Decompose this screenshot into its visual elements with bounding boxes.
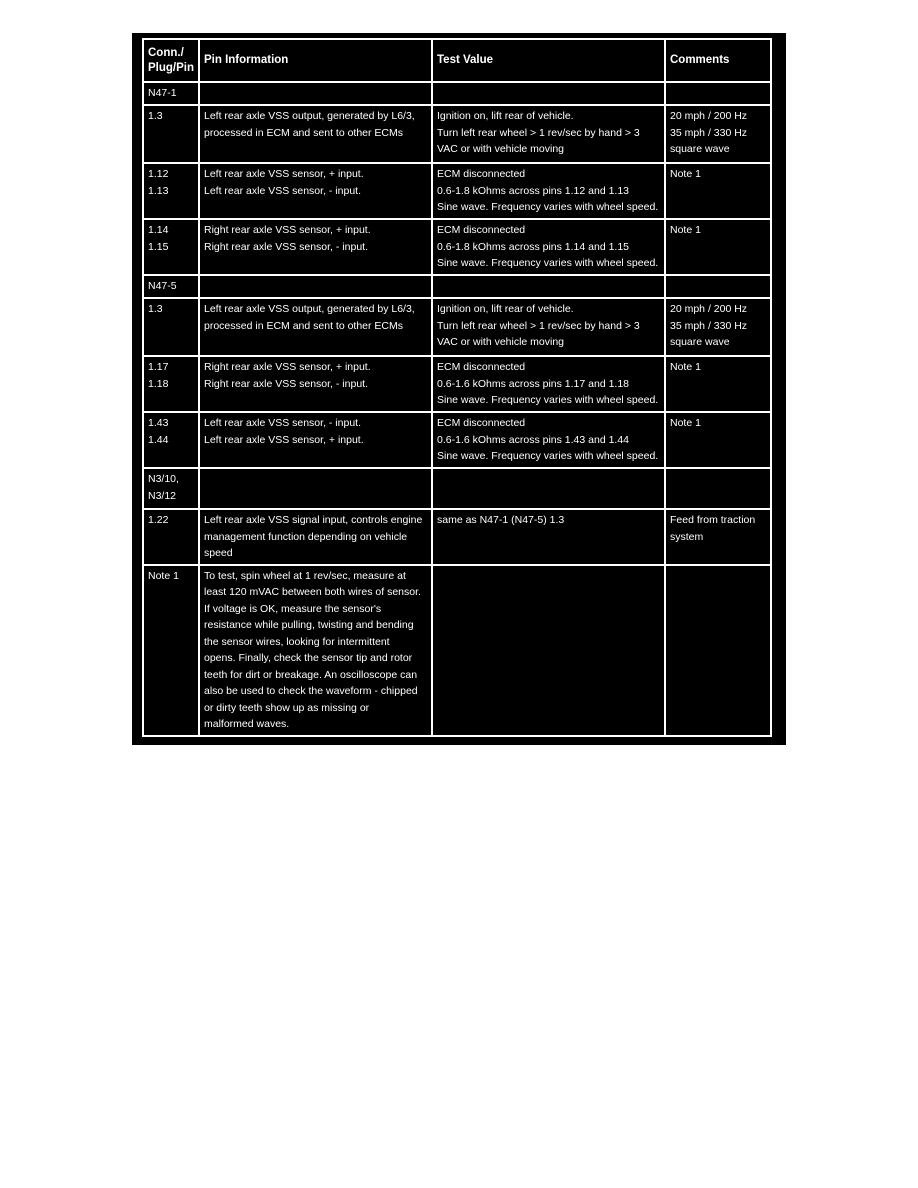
test-value-cell: same as N47-1 (N47-5) 1.3 xyxy=(432,509,665,565)
note-row xyxy=(143,565,771,736)
header-test-value: Test Value xyxy=(432,39,665,82)
header-comments: Comments xyxy=(665,39,771,82)
test-value-cell xyxy=(432,82,665,105)
comment-cell: 20 mph / 200 Hz 35 mph / 330 Hz square wave xyxy=(665,105,771,163)
comment-cell xyxy=(665,275,771,298)
connector-label: N3/10, N3/12 xyxy=(143,468,199,509)
test-value-cell: ECM disconnected 0.6-1.8 kOhms across pins 1.14 and 1.15 Sine wave. Frequency varies with wheel speed. xyxy=(432,219,665,275)
test-value-cell xyxy=(432,565,665,736)
group-row xyxy=(143,468,771,509)
pin-cell: 1.3 xyxy=(143,105,199,163)
pin-cell: 1.3 xyxy=(143,298,199,356)
group-row xyxy=(143,275,771,298)
table-row xyxy=(143,509,771,565)
comment-cell: Note 1 xyxy=(665,219,771,275)
pin-cell: 1.14 1.15 xyxy=(143,219,199,275)
pin-info-cell xyxy=(199,82,432,105)
test-value-cell: ECM disconnected 0.6-1.8 kOhms across pins 1.12 and 1.13 Sine wave. Frequency varies with wheel speed. xyxy=(432,163,665,219)
comment-cell xyxy=(665,565,771,736)
table-row xyxy=(143,163,771,219)
pin-info-cell: Left rear axle VSS signal input, controls engine management function depending on vehicle speed xyxy=(199,509,432,565)
connector-label: N47-1 xyxy=(143,82,199,105)
comment-cell: Note 1 xyxy=(665,412,771,468)
test-value-cell: ECM disconnected 0.6-1.6 kOhms across pins 1.43 and 1.44 Sine wave. Frequency varies with wheel speed. xyxy=(432,412,665,468)
note-text: To test, spin wheel at 1 rev/sec, measure at least 120 mVAC between both wires of sensor. If voltage is OK, measure the sensor's resistance while pulling, twisting and bending the sensor wires, looking for intermittent opens. Finally, check the sensor tip and rotor teeth for dirt or breakage. An oscilloscope can also be used to check the waveform - chipped or dirty teeth show up as missing or malformed waves. xyxy=(199,565,432,736)
test-value-cell xyxy=(432,468,665,509)
test-value-cell xyxy=(432,275,665,298)
pin-info-cell xyxy=(199,275,432,298)
pin-info-cell xyxy=(199,468,432,509)
header-pin-information: Pin Information xyxy=(199,39,432,82)
test-value-cell: Ignition on, lift rear of vehicle. Turn left rear wheel > 1 rev/sec by hand > 3 VAC or with vehicle moving xyxy=(432,298,665,356)
table-row xyxy=(143,105,771,163)
pin-info-cell: Left rear axle VSS sensor, + input. Left rear axle VSS sensor, - input. xyxy=(199,163,432,219)
pin-info-cell: Left rear axle VSS output, generated by L6/3, processed in ECM and sent to other ECMs xyxy=(199,105,432,163)
test-value-cell: Ignition on, lift rear of vehicle. Turn left rear wheel > 1 rev/sec by hand > 3 VAC or with vehicle moving xyxy=(432,105,665,163)
comment-cell: 20 mph / 200 Hz 35 mph / 330 Hz square wave xyxy=(665,298,771,356)
pin-spec-table xyxy=(142,38,772,737)
table-row xyxy=(143,298,771,356)
comment-cell: Feed from traction system xyxy=(665,509,771,565)
table-row xyxy=(143,219,771,275)
note-label: Note 1 xyxy=(143,565,199,736)
table-header-row xyxy=(143,39,771,82)
pin-info-cell: Left rear axle VSS sensor, - input. Left rear axle VSS sensor, + input. xyxy=(199,412,432,468)
pin-cell: 1.12 1.13 xyxy=(143,163,199,219)
pin-cell: 1.17 1.18 xyxy=(143,356,199,412)
pin-info-cell: Right rear axle VSS sensor, + input. Right rear axle VSS sensor, - input. xyxy=(199,356,432,412)
connector-label: N47-5 xyxy=(143,275,199,298)
pin-info-cell: Left rear axle VSS output, generated by L6/3, processed in ECM and sent to other ECMs xyxy=(199,298,432,356)
pin-cell: 1.43 1.44 xyxy=(143,412,199,468)
table-row xyxy=(143,412,771,468)
comment-cell: Note 1 xyxy=(665,356,771,412)
table-row xyxy=(143,356,771,412)
header-conn-plug-pin: Conn./ Plug/Pin xyxy=(143,39,199,82)
comment-cell xyxy=(665,82,771,105)
scanned-table-panel xyxy=(132,33,786,745)
comment-cell: Note 1 xyxy=(665,163,771,219)
pin-cell: 1.22 xyxy=(143,509,199,565)
group-row xyxy=(143,82,771,105)
test-value-cell: ECM disconnected 0.6-1.6 kOhms across pins 1.17 and 1.18 Sine wave. Frequency varies with wheel speed. xyxy=(432,356,665,412)
pin-info-cell: Right rear axle VSS sensor, + input. Right rear axle VSS sensor, - input. xyxy=(199,219,432,275)
comment-cell xyxy=(665,468,771,509)
